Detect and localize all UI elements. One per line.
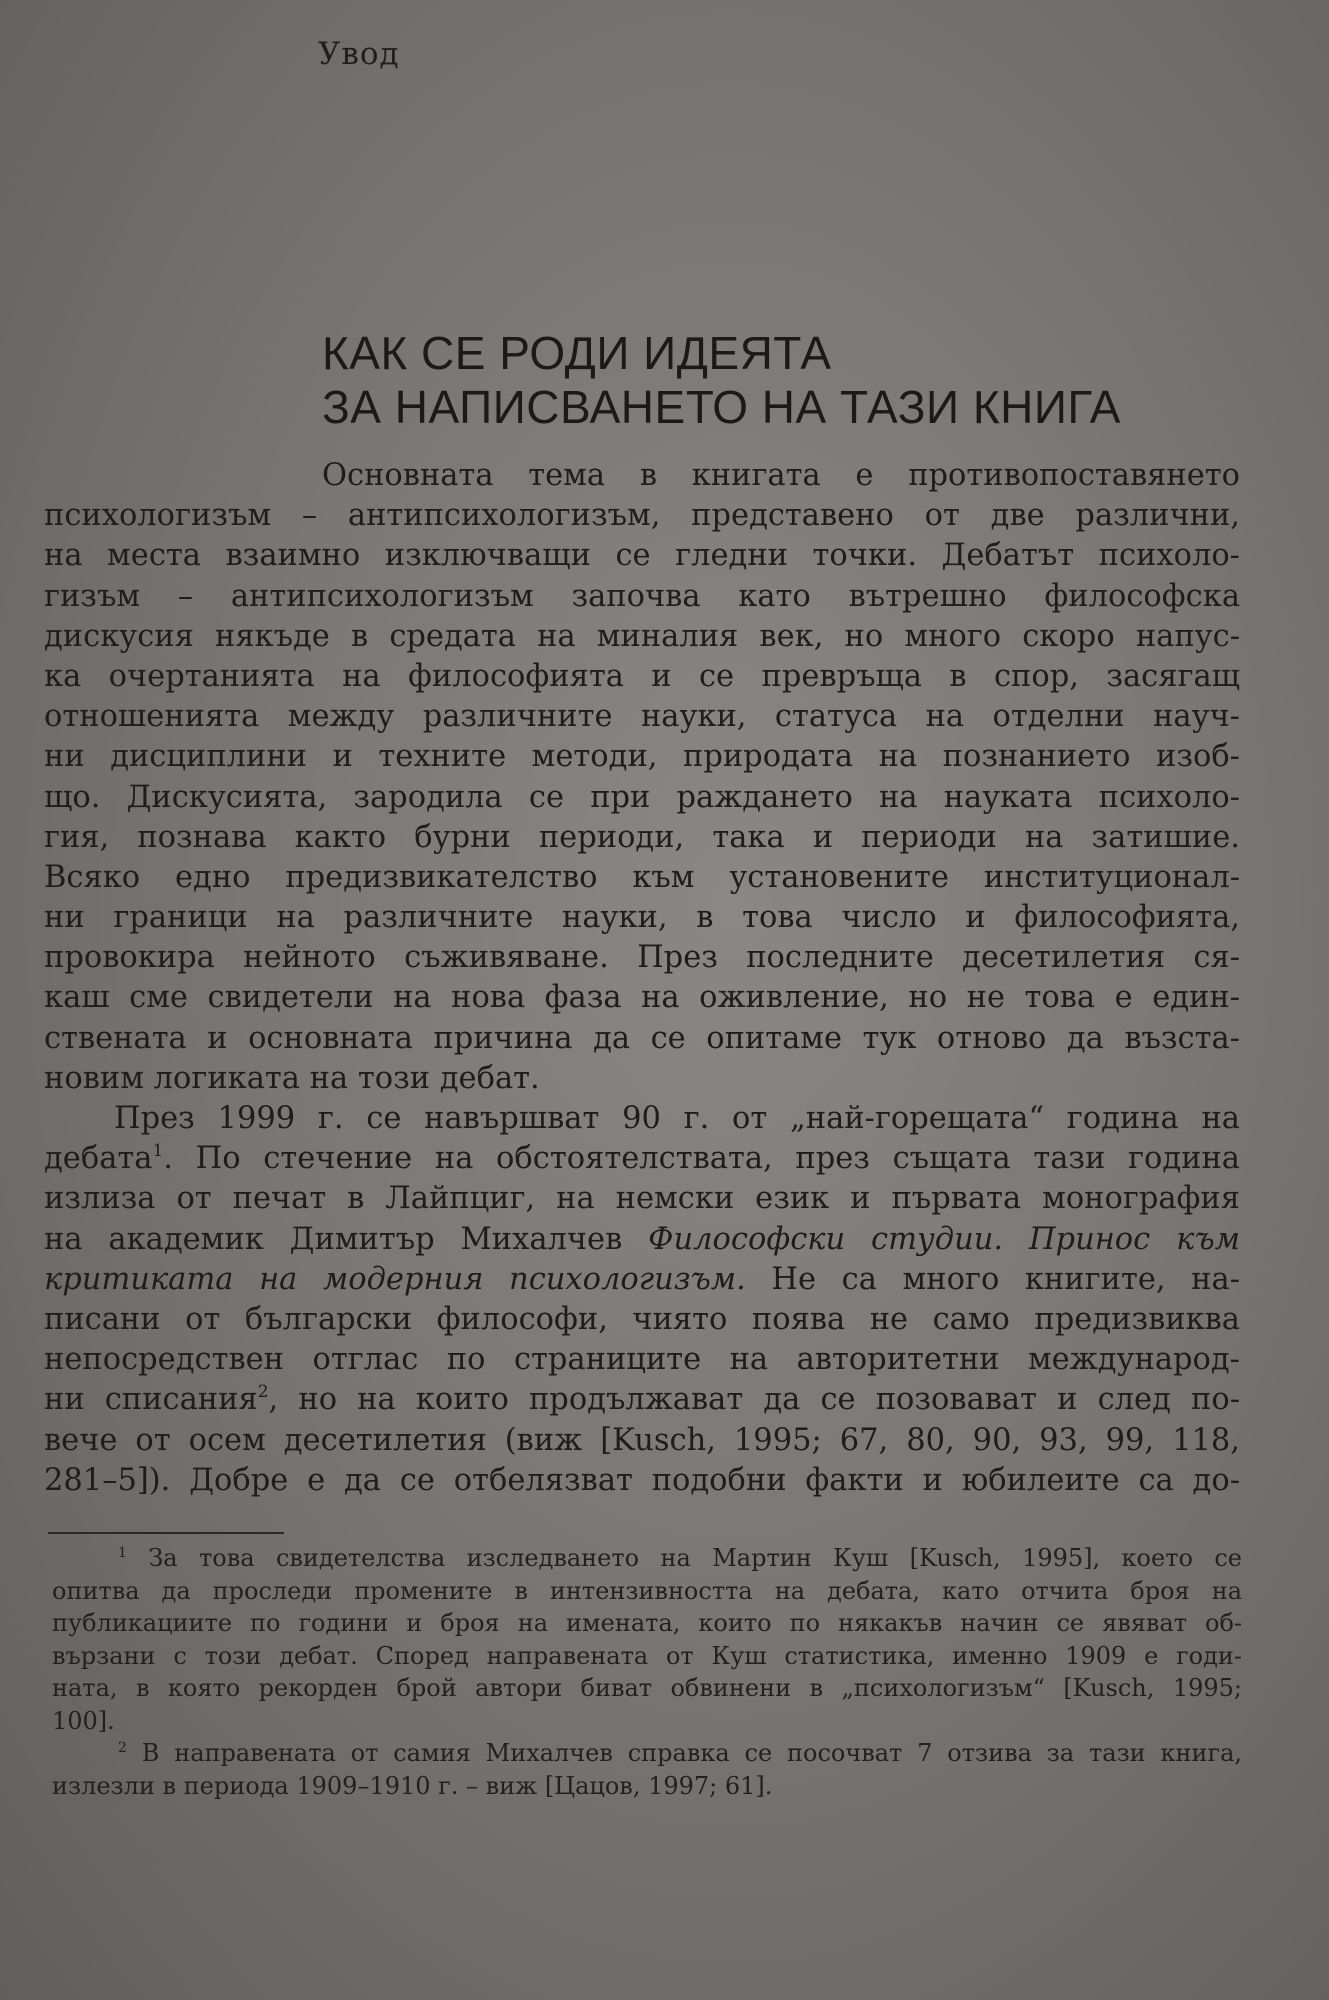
text-line: отношенията между различните науки, статуса на отделни науч-	[44, 699, 1240, 735]
chapter-title	[322, 326, 1121, 434]
text-line	[44, 1380, 1240, 1420]
text-line	[44, 1220, 1240, 1260]
text-line: През 1999 г. се навършват 90 г. от „най-горещата“ година на	[114, 1101, 1240, 1136]
text-line: вече от осем десетилетия (виж [Kusch, 1995; 67, 80, 90, 93, 99, 118,	[44, 1422, 1240, 1458]
footnote-1-line	[52, 1542, 1242, 1575]
text-span: . По стечение на обстоятелствата, през същата тази година	[163, 1141, 1240, 1177]
footnote-2-line: излезли в периода 1909–1910 г. – виж [Цацов, 1997; 61].	[52, 1771, 773, 1800]
running-head: Увод	[318, 36, 400, 72]
text-line: ни дисциплини и техните методи, природата на познанието изоб-	[44, 739, 1240, 775]
footnote-ref-1[interactable]: 1	[152, 1141, 164, 1162]
footnote-number: 2	[118, 1740, 127, 1756]
book-title-italic: Философски студии. Принос към	[648, 1221, 1240, 1257]
chapter-title-line-1: КАК СЕ РОДИ ИДЕЯТА	[322, 327, 832, 379]
text-span: Не са много книгите, на-	[745, 1261, 1240, 1297]
footnote-1-line: публикациите по години и броя на имената, които по някакъв начин се явяват об-	[52, 1609, 1242, 1637]
text-line	[44, 1139, 1240, 1179]
text-line: ствената и основната причина да се опитаме тук отново да възста-	[44, 1020, 1240, 1056]
text-line: Основната тема в книгата е противопоставянето	[322, 458, 1240, 493]
text-line: ни граници на различните науки, в това число и философията,	[44, 900, 1240, 936]
text-line: ка очертанията на философията и се превръща в спор, засягащ	[44, 658, 1240, 694]
footnote-number: 1	[118, 1545, 127, 1561]
footnote-divider	[48, 1532, 284, 1534]
text-line: дискусия някъде в средата на миналия век, но много скоро напус-	[44, 618, 1240, 654]
footnote-1-line: ната, в която рекорден брой автори биват обвинени в „психологизъм“ [Kusch, 1995;	[52, 1674, 1242, 1702]
text-line: гизъм – антипсихологизъм започва като вътрешно философска	[44, 578, 1240, 614]
text-line: гия, познава както бурни периоди, така и периоди на затишие.	[44, 819, 1240, 855]
text-span: на академик Димитър Михалчев	[44, 1221, 649, 1257]
text-span: В направената от самия Михалчев справка се посочват 7 отзива за тази книга,	[126, 1739, 1242, 1767]
text-line: писани от български философи, чиято поява не само предизвиква	[44, 1301, 1240, 1337]
body-text	[44, 456, 1240, 1501]
footnotes	[52, 1542, 1242, 1802]
text-line: психологизъм – антипсихологизъм, представено от две различни,	[44, 498, 1240, 534]
text-line: на места взаимно изключващи се гледни точки. Дебатът психоло-	[44, 538, 1240, 574]
text-line: провокира нейното съживяване. През последните десетилетия ся-	[44, 940, 1240, 976]
footnote-1-line: 100].	[52, 1706, 115, 1735]
text-line: каш сме свидетели на нова фаза на оживление, но не това е един-	[44, 980, 1240, 1016]
text-line: Всяко едно предизвикателство към установените институционал-	[44, 859, 1240, 895]
footnote-ref-2[interactable]: 2	[257, 1382, 269, 1403]
text-span: , но на които продължават да се позовават и след по-	[268, 1382, 1240, 1418]
text-line: 281–5]). Добре е да се отбелязват подобни факти и юбилеите са до-	[44, 1462, 1240, 1498]
text-span: ни списания	[44, 1382, 258, 1418]
text-line: що. Дискусията, зародила се при раждането на науката психоло-	[44, 779, 1240, 815]
text-line: непосредствен отглас по страниците на авторитетни международ-	[44, 1342, 1240, 1378]
text-line: излиза от печат в Лайпциг, на немски език и първата монография	[44, 1181, 1240, 1217]
footnote-1-line: опитва да проследи промените в интензивността на дебата, като отчита броя на	[52, 1576, 1242, 1605]
text-line	[44, 1260, 1240, 1300]
footnote-1-line: вързани с този дебат. Според направената от Куш статистика, именно 1909 е годи-	[52, 1641, 1242, 1670]
text-span: дебата	[44, 1141, 153, 1177]
chapter-title-line-2: ЗА НАПИСВАНЕТО НА ТАЗИ КНИГА	[322, 381, 1121, 433]
book-title-italic: критиката на модерния психологизъм.	[44, 1261, 746, 1297]
footnote-2-line	[52, 1737, 1242, 1770]
text-span: За това свидетелства изследването на Мартин Куш [Kusch, 1995], което се	[126, 1544, 1242, 1572]
text-line: новим логиката на този дебат.	[44, 1060, 540, 1096]
